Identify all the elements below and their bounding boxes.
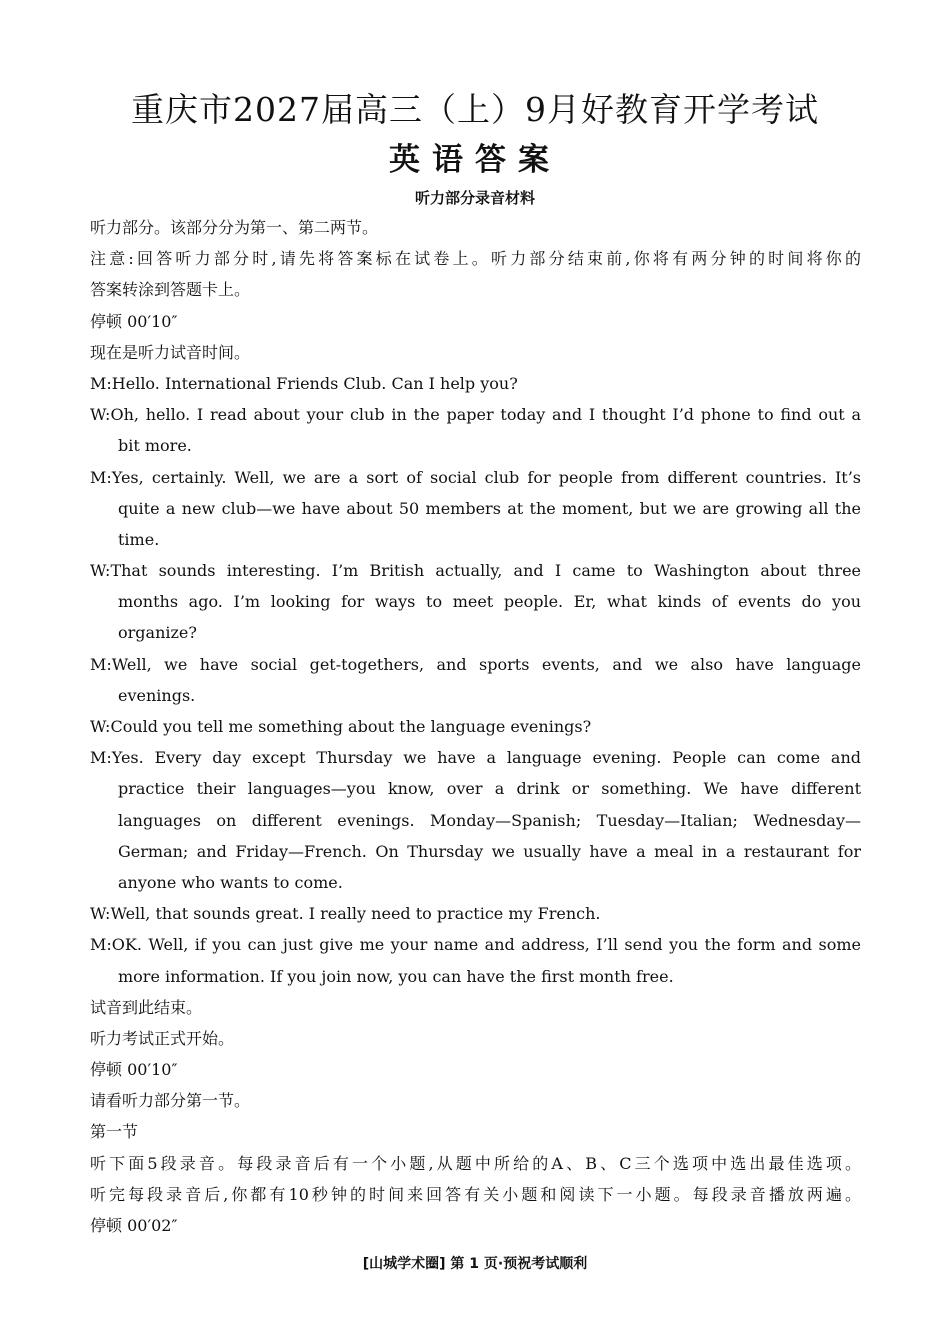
transcript-body: [90, 212, 861, 1241]
dialogue-line: practice their languages—you know, over a drink or something. We have different: [118, 779, 861, 799]
dialogue-line: M:Yes. Every day except Thursday we have a language evening. People can come and: [90, 748, 861, 768]
dialogue-line: W:Well, that sounds great. I really need to practice my French.: [90, 904, 601, 924]
dialogue-line: M:Yes, certainly. Well, we are a sort of social club for people from different countries. It’s: [90, 467, 861, 487]
page-subtitle: 英语答案: [389, 142, 561, 178]
dialogue-line: M:Well, we have social get-togethers, and sports events, and we also have language: [90, 654, 861, 674]
dialogue-line: W:That sounds interesting. I’m British actually, and I came to Washington about three: [90, 561, 861, 581]
dialogue-line: languages on different evenings. Monday—Spanish; Tuesday—Italian; Wednesday—: [118, 810, 861, 830]
page-title: 重庆市2027届高三（上）9月好教育开学考试: [131, 90, 819, 129]
body-line: 听力考试正式开始。: [90, 1028, 235, 1048]
dialogue-line: evenings.: [118, 685, 196, 705]
dialogue-line: anyone who wants to come.: [118, 872, 343, 892]
body-line: 听完每段录音后,你都有10秒钟的时间来回答有关小题和阅读下一小题。每段录音播放两遍。: [90, 1184, 861, 1204]
body-line: 听力部分。该部分分为第一、第二两节。: [90, 218, 379, 237]
body-line: 现在是听力试音时间。: [90, 342, 251, 362]
pause-marker: 停顿 00′10″: [90, 311, 178, 331]
dialogue-line: W:Oh, hello. I read about your club in the paper today and I thought I’d phone to find out a: [90, 405, 861, 425]
section-heading: 听力部分录音材料: [414, 189, 535, 207]
body-line: 听下面5段录音。每段录音后有一个小题,从题中所给的A、B、C三个选项中选出最佳选项。: [90, 1153, 861, 1173]
dialogue-line: organize?: [118, 623, 197, 643]
dialogue-line: time.: [118, 529, 160, 549]
body-line: 试音到此结束。: [90, 997, 203, 1017]
dialogue-line: months ago. I’m looking for ways to meet people. Er, what kinds of events do you: [118, 592, 861, 612]
dialogue-line: German; and Friday—French. On Thursday we usually have a meal in a restaurant for: [118, 841, 861, 861]
page-footer: [山城学术圈] 第 1 页·预祝考试顺利: [362, 1256, 588, 1272]
dialogue-line: more information. If you join now, you can have the first month free.: [118, 966, 674, 986]
pause-marker: 停顿 00′10″: [90, 1060, 178, 1080]
body-line: 答案转涂到答题卡上。: [90, 280, 251, 300]
dialogue-line: bit more.: [118, 436, 192, 456]
dialogue-line: M:Hello. International Friends Club. Can I help you?: [90, 373, 518, 393]
pause-marker: 停顿 00′02″: [90, 1216, 178, 1235]
section-label: 第一节: [90, 1122, 139, 1142]
dialogue-line: M:OK. Well, if you can just give me your name and address, I’ll send you the form and some: [90, 935, 861, 955]
body-line: 请看听力部分第一节。: [90, 1091, 251, 1111]
dialogue-line: quite a new club—we have about 50 members at the moment, but we are growing all the: [118, 498, 861, 518]
body-line: 注意:回答听力部分时,请先将答案标在试卷上。听力部分结束前,你将有两分钟的时间将你的: [90, 249, 861, 269]
dialogue-line: W:Could you tell me something about the language evenings?: [90, 717, 592, 736]
